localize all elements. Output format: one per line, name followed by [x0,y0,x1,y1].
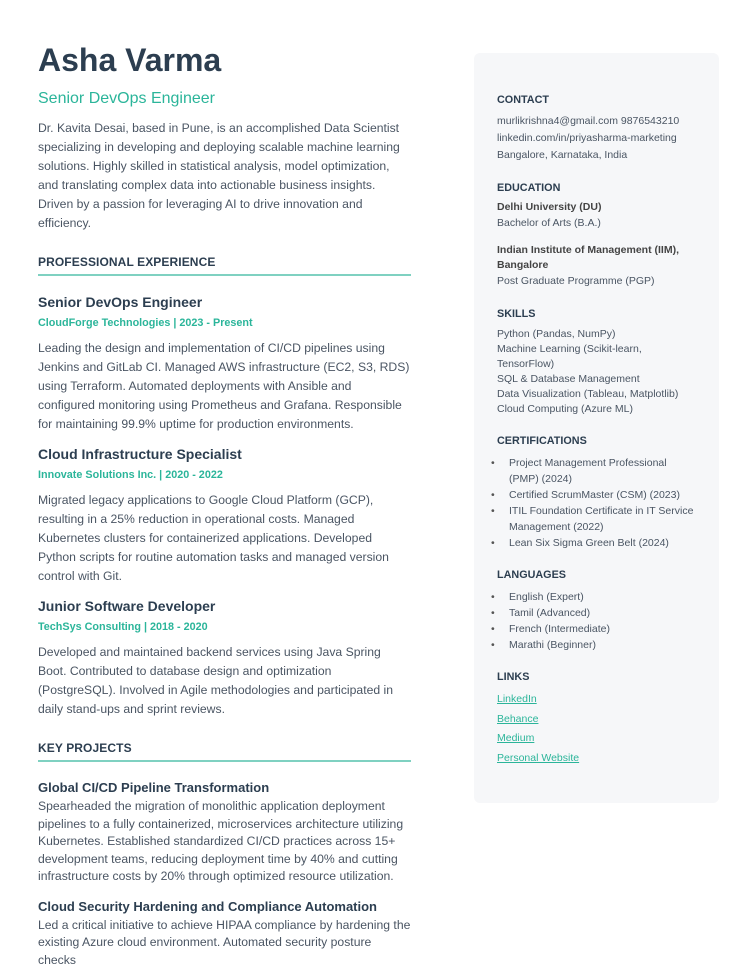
link-linkedin[interactable]: LinkedIn [497,690,696,710]
certification-item: • Lean Six Sigma Green Belt (2024) [497,535,696,551]
education-item [497,200,696,232]
job-entry [38,445,411,586]
project-title: Global CI/CD Pipeline Transformation [38,779,411,796]
project-entry [38,898,411,969]
link-personal-website[interactable]: Personal Website [497,749,696,769]
language-item: • French (Intermediate) [497,621,696,637]
link-medium[interactable]: Medium [497,729,696,749]
degree: Bachelor of Arts (B.A.) [497,215,696,232]
job-title: Junior Software Developer [38,597,411,615]
project-description: Spearheaded the migration of monolithic application deployment pipelines to a fully containerized, microservices architecture utilizing Kubernetes. Established standardized CI/CD practices across 15+ development teams, reducing deployment time by 40% and cutting infrastructure costs by 20% through optimized resource utilization. [38,798,411,886]
certification-item: • ITIL Foundation Certificate in IT Service Management (2022) [497,503,696,535]
certification-item: • Certified ScrumMaster (CSM) (2023) [497,487,696,503]
school: Indian Institute of Management (IIM), Bangalore [497,243,696,273]
experience-heading: PROFESSIONAL EXPERIENCE [38,255,411,276]
job-meta: TechSys Consulting | 2018 - 2020 [38,620,411,634]
job-entry [38,597,411,719]
skill-item: Cloud Computing (Azure ML) [497,402,696,417]
skill-item: Python (Pandas, NumPy) [497,327,696,342]
job-title: Senior DevOps Engineer [38,293,411,311]
education-item [497,243,696,290]
job-description: Migrated legacy applications to Google Cloud Platform (GCP), resulting in a 25% reduction in operational costs. Managed Kubernetes clusters for containerized applications. Developed Python scripts for routine automation tasks and managed version control with Git. [38,491,411,586]
job-meta: Innovate Solutions Inc. | 2020 - 2022 [38,468,411,482]
candidate-title: Senior DevOps Engineer [38,89,411,109]
link-behance[interactable]: Behance [497,710,696,730]
summary: Dr. Kavita Desai, based in Pune, is an accomplished Data Scientist specializing in developing and deploying scalable machine learning solutions. Highly skilled in statistical analysis, model optimization, and translating complex data into actionable business insights. Driven by a passion for leveraging AI to drive innovation and efficiency. [38,119,411,233]
degree: Post Graduate Programme (PGP) [497,273,696,290]
education-heading: EDUCATION [497,182,696,194]
certification-item: • Project Management Professional (PMP) (2024) [497,455,696,487]
project-description: Led a critical initiative to achieve HIPAA compliance by hardening the existing Azure cloud environment. Automated security posture checks [38,917,411,969]
sidebar [474,53,719,803]
certifications-heading: CERTIFICATIONS [497,435,696,447]
skill-item: SQL & Database Management [497,372,696,387]
language-item: • Marathi (Beginner) [497,637,696,653]
project-title: Cloud Security Hardening and Compliance Automation [38,898,411,915]
languages-list [497,589,696,653]
contact-location: Bangalore, Karnataka, India [497,147,696,164]
certifications-list [497,455,696,551]
contact-heading: CONTACT [497,94,696,106]
language-item: • English (Expert) [497,589,696,605]
skills-heading: SKILLS [497,308,696,320]
projects-heading: KEY PROJECTS [38,741,411,762]
job-description: Leading the design and implementation of CI/CD pipelines using Jenkins and GitLab CI. Managed AWS infrastructure (EC2, S3, RDS) using Terraform. Automated deployments with Ansible and configured monitoring using Prometheus and Grafana. Responsible for maintaining 99.9% uptime for production environments. [38,339,411,434]
languages-heading: LANGUAGES [497,569,696,581]
language-item: • Tamil (Advanced) [497,605,696,621]
job-meta: CloudForge Technologies | 2023 - Present [38,316,411,330]
job-entry [38,293,411,434]
project-entry [38,779,411,886]
candidate-name: Asha Varma [38,40,411,80]
job-title: Cloud Infrastructure Specialist [38,445,411,463]
skill-item: Data Visualization (Tableau, Matplotlib) [497,387,696,402]
skill-item: Machine Learning (Scikit-learn, TensorFlow) [497,342,696,372]
contact-email-phone: murlikrishna4@gmail.com 9876543210 [497,113,696,130]
links-heading: LINKS [497,671,696,683]
contact-linkedin: linkedin.com/in/priyasharma-marketing [497,130,696,147]
school: Delhi University (DU) [497,200,696,215]
main-column [38,40,411,969]
job-description: Developed and maintained backend services using Java Spring Boot. Contributed to database design and optimization (PostgreSQL). Involved in Agile methodologies and participated in daily stand-ups and sprint reviews. [38,643,411,719]
